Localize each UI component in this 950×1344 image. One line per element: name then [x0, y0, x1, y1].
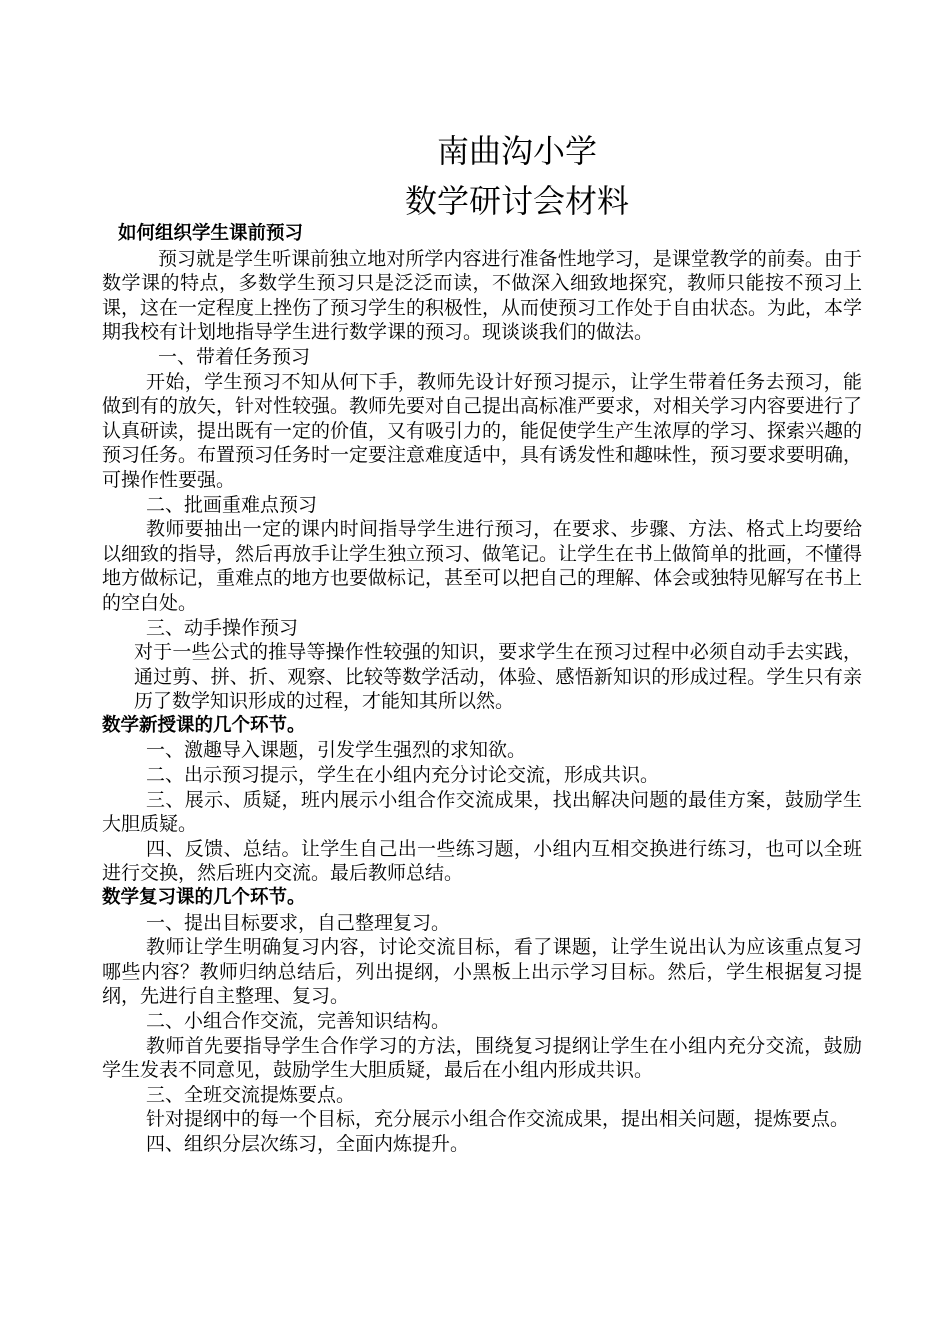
section-heading-preview: 如何组织学生课前预习 [118, 223, 304, 244]
document-body [102, 222, 862, 1157]
paragraph: 教师首先要指导学生合作学习的方法，围绕复习提纲让学生在小组内充分交流，鼓励学生发表不同意见，鼓励学生大胆质疑，最后在小组内形成共识。 [102, 1034, 862, 1082]
subsection-title: 三、动手操作预习 [146, 616, 299, 639]
subsection-title: 二、小组合作交流，完善知识结构。 [146, 1010, 451, 1032]
paragraph: 教师要抽出一定的课内时间指导学生进行预习，在要求、步骤、方法、格式上均要给以细致的指导，然后再放手让学生独立预习、做笔记。让学生在书上做简单的批画，不懂得地方做标记，重难点的地方也要做标记，甚至可以把自己的理解、体会或独特见解写在书上的空白处。 [102, 518, 863, 614]
list-item: 三、展示、质疑，班内展示小组合作交流成果，找出解决问题的最佳方案，鼓励学生大胆质疑。 [102, 788, 862, 836]
list-item: 二、出示预习提示，学生在小组内充分讨论交流，形成共识。 [146, 764, 660, 787]
paragraph: 开始，学生预习不知从何下手，教师先设计好预习提示，让学生带着任务去预习，能做到有的放矢，针对性较强。教师先要对自己提出高标准严要求，对相关学习内容要进行了认真研读，提出既有一定的价值，又有吸引力的，能促使学生产生浓厚的学习、探索兴趣的预习任务。布置预习任务时一定要注意难度适中，具有诱发性和趣味性，预习要求要明确，可操作性要强。 [102, 370, 863, 491]
list-item: 四、反馈、总结。让学生自己出一些练习题，小组内互相交换进行练习，也可以全班进行交换，然后班内交流。最后教师总结。 [102, 837, 862, 885]
subsection-title: 二、批画重难点预习 [146, 493, 318, 516]
subsection-title: 一、提出目标要求，自己整理复习。 [146, 911, 451, 934]
school-title: 南曲沟小学 [436, 132, 597, 170]
paragraph: 对于一些公式的推导等操作性较强的知识，要求学生在预习过程中必须自动手去实践，通过剪、拼、折、观察、比较等数学活动，体验、感悟新知识的形成过程。学生只有亲历了数学知识形成的过程，才能知其所以然。 [134, 641, 862, 713]
subsection-title: 四、组织分层次练习，全面内炼提升。 [146, 1132, 470, 1155]
section-heading-review-lesson: 数学复习课的几个环节。 [102, 887, 306, 909]
section-heading-new-lesson: 数学新授课的几个环节。 [102, 714, 306, 736]
subsection-title: 一、带着任务预习 [158, 345, 311, 368]
paragraph: 教师让学生明确复习内容，讨论交流目标，看了课题，让学生说出认为应该重点复习哪些内容？教师归纳总结后，列出提纲，小黑板上出示学习目标。然后，学生根据复习提纲，先进行自主整理、复习。 [102, 936, 862, 1008]
paragraph: 针对提纲中的每一个目标，充分展示小组合作交流成果，提出相关问题，提炼要点。 [146, 1108, 850, 1131]
paragraph-intro: 预习就是学生听课前独立地对所学内容进行准备性地学习，是课堂教学的前奏。由于数学课的特点，多数学生预习只是泛泛而读，不做深入细致地探究，教师只能按不预习上课，这在一定程度上挫伤了预习学生的积极性，从而使预习工作处于自由状态。为此，本学期我校有计划地指导学生进行数学课的预习。现谈谈我们的做法。 [102, 247, 863, 344]
subsection-title: 三、全班交流提炼要点。 [146, 1083, 356, 1106]
list-item: 一、激趣导入课题，引发学生强烈的求知欲。 [146, 739, 527, 762]
document-subtitle: 数学研讨会材料 [404, 182, 629, 220]
